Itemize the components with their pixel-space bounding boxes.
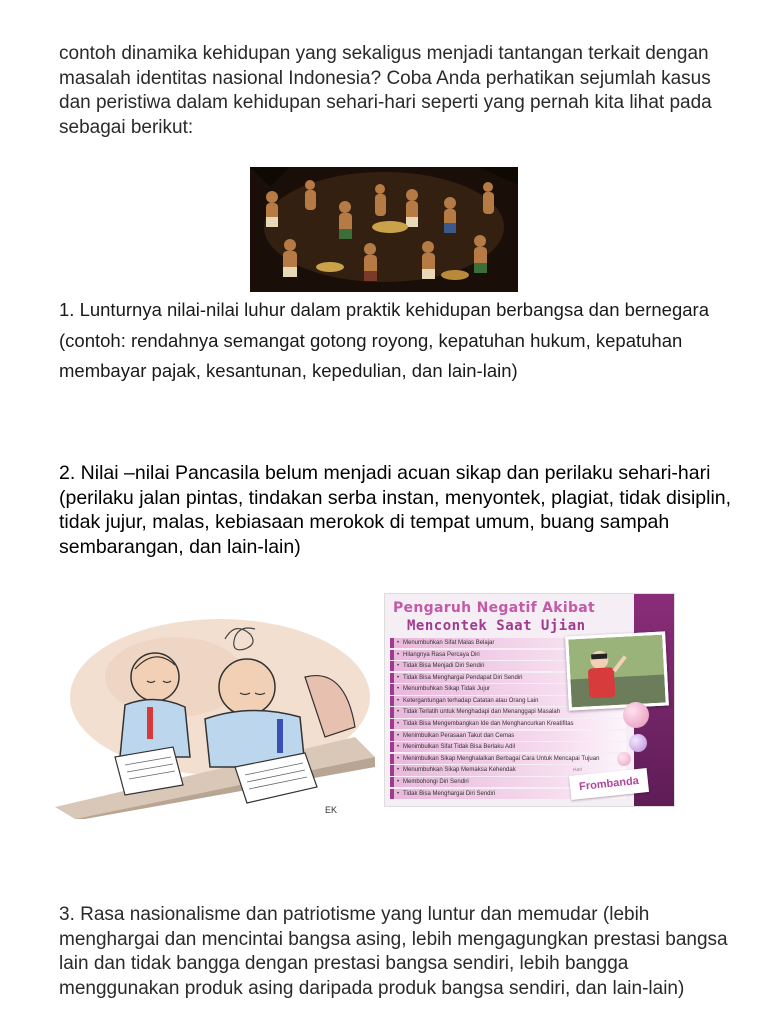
info-list-item: • Menimbulkan Perasaan Takut dan Cemas [390,731,626,741]
info-list-item: • Tidak Bisa Mengembangkan Ide dan Menghancurkan Kreatifitas [390,719,626,729]
infographic-negative-effects [384,593,675,807]
info-brand-logo: Frombanda [569,768,649,800]
info-list-item: • Membohongi Diri Sendiri [390,777,626,787]
info-bubble-3 [617,752,631,766]
info-list-item: • Hilangnya Rasa Percaya Diri [390,650,626,660]
info-list-item: • Tidak Bisa Menjadi Diri Sendiri [390,661,626,671]
info-list-item: • Menumbuhkan Sikap Memaksa Kehendak [390,765,626,775]
info-list-item: • Menimbulkan Sifat Tidak Bisa Berlaku Adil [390,742,626,752]
info-photo-boy [565,631,669,710]
info-list-item: • Tidak Bisa Menghargai Pendapat Diri Sendiri [390,673,626,683]
info-list-item: • Menumbuhkan Sikap Tidak Jujur [390,684,626,694]
list-item-3: 3. Rasa nasionalisme dan patriotisme yang luntur dan memudar (lebih menghargai dan mencintai bangsa asing, lebih mengagungkan prestasi bangsa lain dan tidak bangga dengan prestasi bangsa sendiri, lebih bangga menggunakan produk asing daripada produk bangsa sendiri, dan lain-lain) [59,904,728,999]
cartoon-signature: EK [325,805,338,815]
list-item-1: 1. Lunturnya nilai-nilai luhur dalam praktik kehidupan berbangsa dan bernegara (contoh: rendahnya semangat gotong royong, kepatuhan hukum, kepatuhan membayar pajak, kesantunan, kepedulian, dan lain-lain) [59,299,709,381]
info-title-line2: Mencontek Saat Ujian [407,618,586,634]
info-bubble-2 [629,734,647,752]
info-list-item: • Tidak Bisa Menghargai Diri Sendiri [390,789,626,799]
list-item-2: 2. Nilai –nilai Pancasila belum menjadi acuan sikap dan perilaku sehari-hari (perilaku jalan pintas, tindakan serba instan, menyontek, plagiat, tidak disiplin, tidak jujur, malas, kebiasaan merokok di tempat umum, buang sampah sembarangan, dan lain-lain) [59,462,732,558]
info-list-item: • Menumbuhkan Sifat Malas Belajar [390,638,626,648]
info-bubble-1 [623,702,649,728]
info-title-line1: Pengaruh Negatif Akibat [393,600,596,616]
info-brand-small: Hari [572,766,583,774]
cheating-students-cartoon [55,607,375,819]
balinese-painting-image [250,167,518,292]
info-list-item: • Tidak Terlatih untuk Menghadapi dan Menanggapi Masalah [390,707,626,717]
intro-paragraph: contoh dinamika kehidupan yang sekaligus menjadi tantangan terkait dengan masalah identitas nasional Indonesia? Coba Anda perhatikan sejumlah kasus dan peristiwa dalam kehidupan sehari-hari seperti yang pernah kita lihat pada sebagai berikut: [59,43,712,138]
info-list-item: • Ketergantungan terhadap Catatan atau Orang Lain [390,696,626,706]
info-list-item: • Menimbulkan Sikap Menghalalkan Berbagai Cara Untuk Mencapai Tujuan [390,754,626,764]
